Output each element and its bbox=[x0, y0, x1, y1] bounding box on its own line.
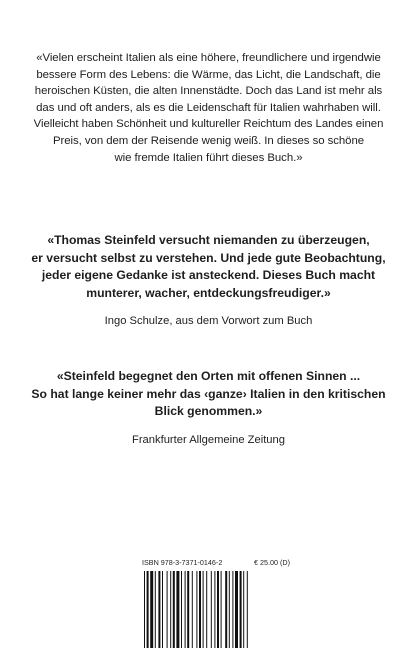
barcode-bar bbox=[229, 571, 230, 648]
blurb-line: «Vielen erscheint Italien als eine höhere, freundlichere und irgendwie bbox=[36, 52, 381, 64]
barcode-bar bbox=[181, 571, 182, 648]
blurb-paragraph bbox=[28, 50, 389, 166]
blurb-line: bessere Form des Lebens: die Wärme, das Licht, die Landschaft, die bbox=[36, 68, 381, 81]
quote-line: So hat lange keiner mehr das ‹ganze› Italien in den kritischen bbox=[31, 386, 386, 401]
quote-line: «Thomas Steinfeld versucht niemanden zu überzeugen, bbox=[47, 233, 370, 247]
quote-line: Blick genommen.» bbox=[154, 404, 263, 419]
blurb-line: Preis, von dem der Reisende wenig weiß. In dieses so schöne bbox=[52, 134, 365, 147]
blurb-line: Vielleicht haben Schönheit und kultureller Reichtum des Landes einen bbox=[33, 118, 384, 131]
barcode-bar bbox=[192, 571, 193, 648]
isbn-number: ISBN 978-3-7371-0146-2 bbox=[142, 558, 223, 567]
barcode-bar bbox=[240, 571, 242, 648]
quote-line: «Steinfeld begegnet den Orten mit offenen Sinnen ... bbox=[56, 369, 361, 383]
barcode-bar bbox=[155, 571, 156, 648]
barcode-bar bbox=[162, 571, 163, 648]
barcode-bar bbox=[144, 571, 145, 648]
barcode-bar bbox=[187, 571, 189, 648]
barcode-bar bbox=[232, 571, 233, 648]
blurb-line: das und oft anders, als es die Leidenschaft für Italien wahrhaben will. bbox=[36, 101, 381, 114]
barcode-bar bbox=[206, 571, 207, 648]
quote-attribution: Ingo Schulze, aus dem Vorwort zum Buch bbox=[104, 315, 313, 328]
barcode-bar bbox=[196, 571, 197, 648]
quote-line: munterer, wacher, entdeckungsfreudiger.» bbox=[86, 285, 331, 300]
barcode-bar bbox=[185, 571, 186, 648]
barcode-bar bbox=[199, 571, 201, 648]
barcode-bar bbox=[150, 571, 153, 648]
barcode-bar bbox=[211, 571, 212, 648]
isbn-price-line bbox=[142, 558, 290, 567]
barcode-bar bbox=[167, 571, 168, 648]
quote-line: er versucht selbst zu verstehen. Und jede gute Beobachtung, bbox=[31, 250, 386, 265]
barcode-image bbox=[142, 571, 290, 648]
barcode-bar bbox=[221, 571, 222, 648]
barcode-bar bbox=[170, 571, 171, 648]
barcode-bar bbox=[214, 571, 215, 648]
barcode-bar bbox=[203, 571, 204, 648]
barcode-bar bbox=[247, 571, 248, 648]
barcode-bar bbox=[173, 571, 175, 648]
quote-line: jeder eigene Gedanke ist ansteckend. Dieses Buch macht bbox=[41, 268, 376, 283]
barcode-bar bbox=[243, 571, 244, 648]
barcode-bar bbox=[158, 571, 160, 648]
barcode-bar bbox=[147, 571, 149, 648]
barcode-bar bbox=[235, 571, 238, 648]
quote-attribution: Frankfurter Allgemeine Zeitung bbox=[132, 433, 285, 446]
barcode-bar bbox=[225, 571, 227, 648]
review-quote-schulze bbox=[30, 232, 387, 329]
isbn-barcode bbox=[142, 558, 290, 648]
price-label: € 25.00 (D) bbox=[254, 558, 290, 567]
review-quote-faz bbox=[30, 368, 387, 448]
barcode-bar bbox=[176, 571, 179, 648]
blurb-line: heroischen Küsten, die alten Innenstädte. Doch das Land ist mehr als bbox=[34, 85, 383, 98]
blurb-line: wie fremde Italien führt dieses Buch.» bbox=[114, 151, 303, 164]
barcode-bar bbox=[217, 571, 219, 648]
